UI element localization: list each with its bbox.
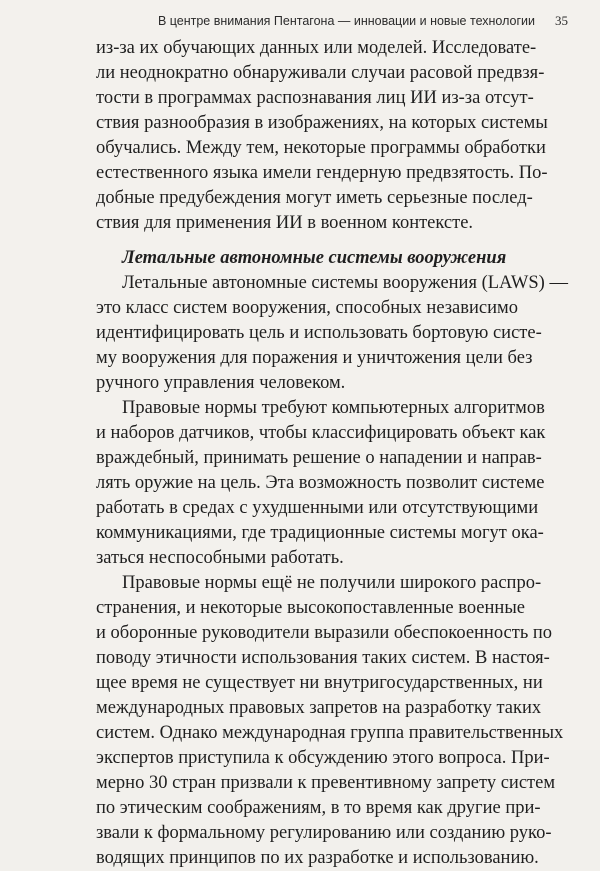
paragraph-line: из-за их обучающих данных или моделей. Исследовате- bbox=[96, 38, 537, 58]
paragraph-line: по этическим соображениям, в то время как другие при- bbox=[96, 798, 541, 818]
paragraph-line: Правовые нормы ещё не получили широкого распро- bbox=[122, 573, 542, 593]
paragraph-algorithms bbox=[96, 396, 546, 571]
paragraph-line: тости в программах распознавания лиц ИИ из-за отсут- bbox=[96, 88, 534, 108]
paragraph-line: международных правовых запретов на разработку таких bbox=[96, 698, 542, 718]
paragraph-line: это класс систем вооружения, способных независимо bbox=[96, 298, 518, 318]
paragraph-line: ствия для применения ИИ в военном контексте. bbox=[96, 213, 474, 233]
page-number: 35 bbox=[555, 13, 568, 28]
paragraph-line: и оборонные руководители выразили обеспокоенность по bbox=[96, 623, 553, 643]
paragraph-line: работать в средах с ухудшенными или отсутствующими bbox=[96, 498, 539, 518]
paragraph-line: поводу этичности использования таких систем. В настоя- bbox=[96, 648, 550, 668]
paragraph-line: враждебный, принимать решение о нападении и направ- bbox=[96, 448, 542, 468]
paragraph-line: заться неспособными работать. bbox=[96, 548, 344, 568]
paragraph-line: идентифицировать цель и использовать бортовую систе- bbox=[96, 323, 542, 343]
paragraph-line: систем. Однако международная группа правительственных bbox=[96, 723, 564, 743]
running-title: В центре внимания Пентагона — инновации и новые технологии bbox=[157, 14, 535, 28]
paragraph-line: щее время не существует ни внутригосударственных, ни bbox=[96, 673, 543, 693]
paragraph-bias-risks bbox=[96, 36, 548, 236]
paragraph-line: естественного языка имели гендерную предвзятость. По- bbox=[96, 163, 548, 183]
running-header bbox=[96, 12, 568, 36]
section-heading: Летальные автономные системы вооружения bbox=[122, 248, 507, 268]
paragraph-line: лять оружие на цель. Эта возможность позволит системе bbox=[96, 473, 545, 493]
paragraph-line: мерно 30 стран призвали к превентивному запрету систем bbox=[96, 773, 556, 793]
paragraph-line: водящих принципов по их разработке и использованию. bbox=[96, 848, 539, 868]
paragraph-line: странения, и некоторые высокопоставленные военные bbox=[96, 598, 525, 618]
paragraph-line: обучались. Между тем, некоторые программы обработки bbox=[96, 138, 546, 158]
page-body bbox=[96, 36, 568, 871]
paragraph-line: экспертов приступила к обсуждению этого вопроса. При- bbox=[96, 748, 550, 768]
paragraph-line: коммуникациями, где традиционные системы могут ока- bbox=[96, 523, 544, 543]
paragraph-line: и наборов датчиков, чтобы классифицировать объект как bbox=[96, 423, 546, 443]
paragraph-line: Правовые нормы требуют компьютерных алгоритмов bbox=[122, 398, 545, 418]
paragraph-line: Летальные автономные системы вооружения (LAWS) — bbox=[122, 273, 568, 293]
paragraph-line: ствия разнообразия в изображениях, на которых системы bbox=[96, 113, 548, 133]
paragraph-laws-definition bbox=[96, 271, 568, 396]
paragraph-regulation bbox=[96, 571, 564, 871]
paragraph-line: добные предубеждения могут иметь серьезные послед- bbox=[96, 188, 533, 208]
paragraph-line: ручного управления человеком. bbox=[96, 373, 346, 393]
paragraph-line: му вооружения для поражения и уничтожения цели без bbox=[96, 348, 533, 368]
paragraph-line: ли неоднократно обнаруживали случаи расовой предвзя- bbox=[96, 63, 545, 83]
paragraph-line: звали к формальному регулированию или созданию руко- bbox=[96, 823, 552, 843]
